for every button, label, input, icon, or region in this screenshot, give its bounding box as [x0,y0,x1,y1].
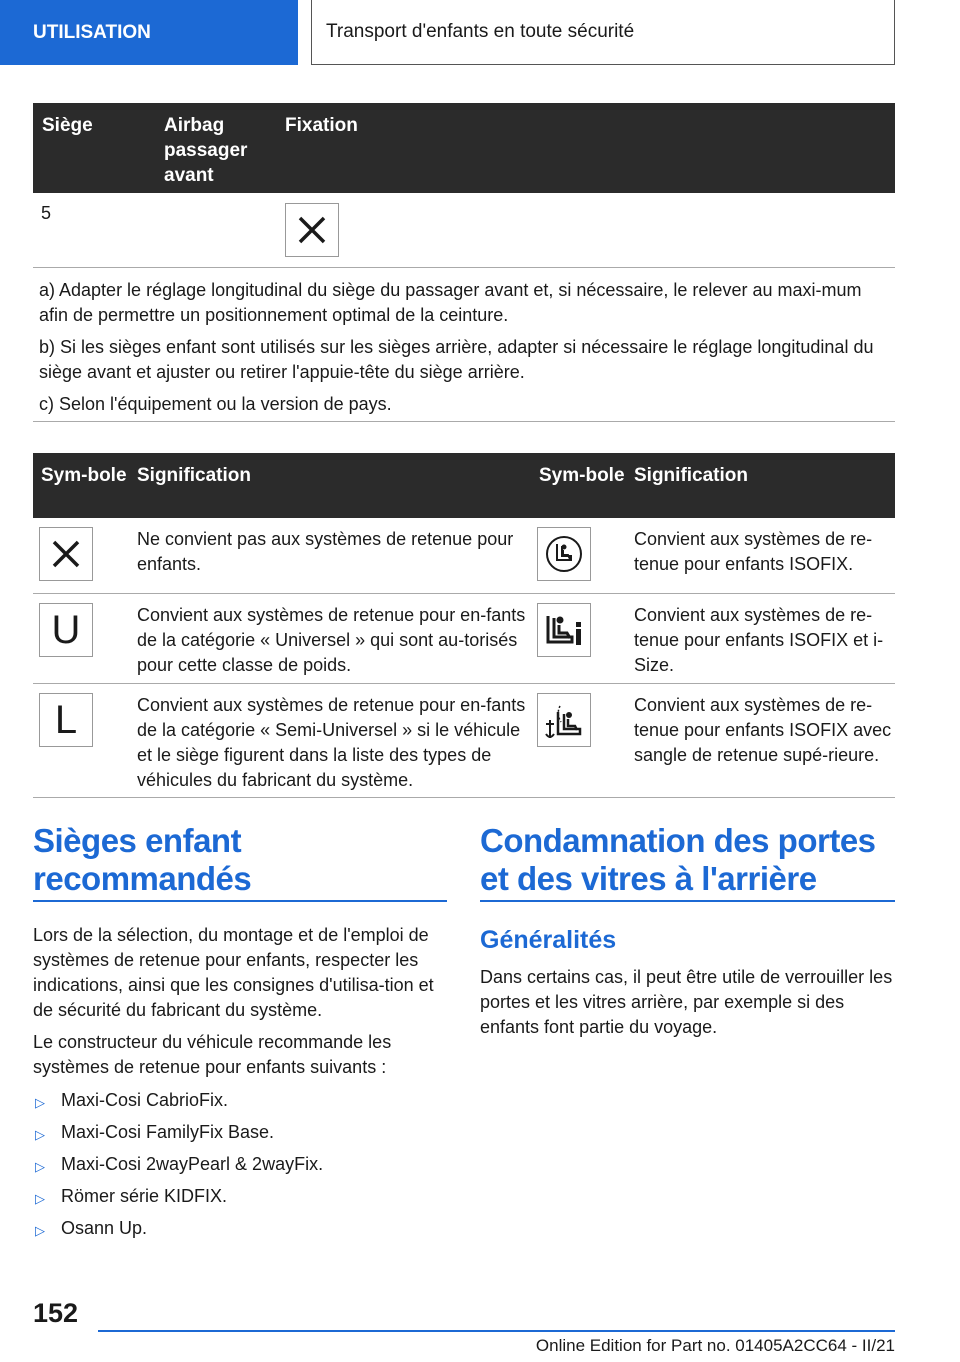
subheading-general: Généralités [480,926,617,954]
triangle-bullet-icon: ▷ [35,1191,45,1206]
list-item [33,1184,433,1216]
meaning-text: Convient aux systèmes de re-tenue pour enfants ISOFIX avec sangle de retenue supé-rieure. [634,695,892,765]
heading-rule-right [480,900,895,902]
col-header-fixation: Fixation [285,115,358,136]
recommended-seats-list [33,1088,433,1248]
list-item [33,1088,433,1120]
header-title-box [311,0,895,65]
list-item-text: Maxi-Cosi 2wayPearl & 2wayFix. [61,1154,324,1174]
col-header-airbag: Airbag passager avant [164,115,248,186]
list-item-text: Römer série KIDFIX. [61,1186,228,1206]
meaning-text: Convient aux systèmes de retenue pour en-fants de la catégorie « Semi-Universel » si le véhicule et le siège figurent dans la liste des types de véhicules du fabricant du système. [137,695,526,790]
isofix-tether-icon [537,693,591,747]
section-heading-door-lock: Condamnation des portes et des vitres à l'arrière [480,822,876,897]
triangle-bullet-icon: ▷ [35,1095,45,1110]
table-row [33,684,895,798]
paragraph: Le constructeur du véhicule recommande les systèmes de retenue pour enfants suivants : [33,1032,392,1077]
symbol-letter: L [54,697,78,742]
footer-edition: Online Edition for Part no. 01405A2CC64 - II/21 [535,1336,895,1355]
seat-table [33,103,895,422]
cross-icon [39,527,93,581]
list-item [33,1120,433,1152]
meaning-text: Convient aux systèmes de re-tenue pour enfants ISOFIX et i-Size. [634,605,884,675]
right-paragraph [480,965,895,1047]
table-row [33,594,895,684]
triangle-bullet-icon: ▷ [35,1159,45,1174]
symbol-table [33,453,895,798]
seat-number: 5 [41,203,52,223]
page-number: 152 [33,1298,79,1328]
heading-rule-left [33,900,447,902]
table-notes [33,268,895,422]
table-row [33,193,895,268]
semi-universal-l-icon [39,693,93,747]
header-section-label: UTILISATION [33,21,151,43]
list-item-text: Maxi-Cosi CabrioFix. [61,1090,229,1110]
isofix-seat-icon [537,527,591,581]
paragraph: Dans certains cas, il peut être utile de verrouiller les portes et les vitres arrière, par exemple si des enfants font partie du voyage. [480,967,893,1037]
meaning-text: Convient aux systèmes de re-tenue pour enfants ISOFIX. [634,529,873,574]
list-item [33,1216,433,1248]
col-header-symbol: Sym-bole [41,465,127,486]
seat-table-header [33,103,895,193]
symbol-letter: U [51,607,81,652]
isofix-isize-icon [537,603,591,657]
col-header-symbol-2: Sym-bole [539,465,625,486]
section-heading-child-seats: Sièges enfant recommandés [33,822,252,897]
col-header-meaning: Signification [137,465,251,486]
list-item [33,1152,433,1184]
universal-u-icon [39,603,93,657]
triangle-bullet-icon: ▷ [35,1127,45,1142]
cross-icon [285,203,339,257]
left-paragraphs [33,923,447,1087]
col-header-meaning-2: Signification [634,465,748,486]
footer-rule [98,1330,895,1332]
note-b: b) Si les sièges enfant sont utilisés sur les sièges arrière, adapter si nécessaire le réglage longitudinal du siège avant et ajuster ou retirer l'appuie-tête du siège arrière. [39,337,874,382]
table-row [33,518,895,594]
paragraph: Lors de la sélection, du montage et de l'emploi de systèmes de retenue pour enfants, respecter les indications, ainsi que les consignes d'utilisa-tion et de sécurité du fabricant du système. [33,925,434,1020]
symbol-table-header [33,453,895,518]
note-c: c) Selon l'équipement ou la version de pays. [39,394,392,414]
list-item-text: Osann Up. [61,1218,148,1238]
triangle-bullet-icon: ▷ [35,1223,45,1238]
note-a: a) Adapter le réglage longitudinal du siège du passager avant et, si nécessaire, le relever au maxi-mum afin de permettre un positionnement optimal de la ceinture. [39,280,862,325]
header-section [0,0,298,65]
header-title: Transport d'enfants en toute sécurité [326,21,635,42]
meaning-text: Convient aux systèmes de retenue pour en-fants de la catégorie « Universel » qui sont au-torisés pour cette classe de poids. [137,605,526,675]
list-item-text: Maxi-Cosi FamilyFix Base. [61,1122,275,1142]
meaning-text: Ne convient pas aux systèmes de retenue pour enfants. [137,529,514,574]
col-header-seat: Siège [42,115,93,136]
